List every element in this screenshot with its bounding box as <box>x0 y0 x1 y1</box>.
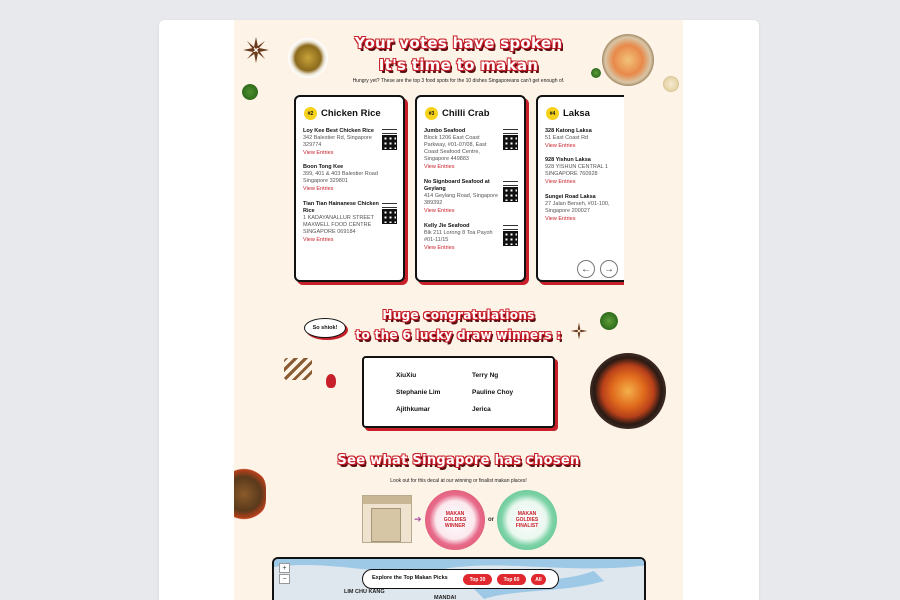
stall-address: Blk 211 Lorong 8 Toa Payoh #01-11/15 <box>424 230 493 243</box>
speech-bubble-text: So shiok! <box>312 325 338 331</box>
list-item <box>303 128 381 157</box>
carousel-prev-button[interactable]: ← <box>577 260 595 278</box>
browser-frame <box>159 20 759 600</box>
winner-name: Ajithkumar <box>396 406 430 413</box>
view-entries-link[interactable]: View Entries <box>303 150 334 156</box>
stall-address: 399, 401 & 403 Balestier Road Singapore 329801 <box>303 171 378 184</box>
makan-map[interactable] <box>272 557 646 600</box>
zoom-out-button[interactable]: − <box>279 574 290 584</box>
view-entries-link[interactable]: View Entries <box>303 186 334 192</box>
qr-code[interactable] <box>503 129 518 151</box>
stall-name: No Signboard Seafood at Geylang <box>424 179 490 192</box>
chilli-crab-bowl-image <box>590 353 666 429</box>
curry-pot-image <box>234 468 266 520</box>
winner-name: Stephanie Lim <box>396 389 441 396</box>
view-entries-link[interactable]: View Entries <box>545 216 576 222</box>
hero-title-line2: It's time to makan <box>378 56 539 74</box>
zoom-in-button[interactable]: + <box>279 563 290 573</box>
view-entries-link[interactable]: View Entries <box>303 237 334 243</box>
stall-name: Loy Kee Best Chicken Rice <box>303 128 374 134</box>
view-entries-link[interactable]: View Entries <box>424 208 455 214</box>
qr-code[interactable] <box>382 129 397 151</box>
cinnamon-icon <box>284 358 312 380</box>
dish-title: Chilli Crab <box>442 108 490 119</box>
stall-name: Tian Tian Hainanese Chicken Rice <box>303 201 379 214</box>
qr-code[interactable] <box>503 181 518 203</box>
coriander-icon <box>242 84 258 100</box>
stall-address: 928 YISHUN CENTRAL 1 SINGAPORE 760928 <box>545 164 608 177</box>
view-entries-link[interactable]: View Entries <box>545 143 576 149</box>
congrats-title-line2: to the 6 lucky draw winners : <box>355 328 562 342</box>
winner-name: Pauline Choy <box>472 389 514 396</box>
list-item <box>303 164 381 193</box>
list-item <box>545 128 624 150</box>
rank-badge: #2 <box>304 107 317 120</box>
arrow-right-icon: ➔ <box>414 514 422 524</box>
dish-card <box>294 95 405 282</box>
list-item <box>424 179 502 215</box>
winner-name: XiuXiu <box>396 372 417 379</box>
view-entries-link[interactable]: View Entries <box>424 164 455 170</box>
dish-card <box>415 95 526 282</box>
qr-code[interactable] <box>382 203 397 225</box>
map-place-label: LIM CHU KANG <box>344 589 385 595</box>
stall-address: Block 1206 East Coast Parkway, #01-07/08, East Coast Seafood Centre, Singapore 449883 <box>424 135 487 162</box>
stall-address: 27 Jalan Berseh, #01-100, Singapore 200027 <box>545 201 610 214</box>
stall-name: Jumbo Seafood <box>424 128 466 134</box>
stall-address: 1 KADAYANALLUR STREET MAXWELL FOOD CENTRE SINGAPORE 069184 <box>303 215 374 235</box>
stall-name: Boon Tong Kee <box>303 164 344 170</box>
stall-name: Sungei Road Laksa <box>545 194 596 200</box>
winner-decal-badge <box>425 490 485 550</box>
rank-badge: #4 <box>546 107 559 120</box>
decal-section-title: See what Singapore has chosen <box>337 453 580 468</box>
winners-box <box>362 356 555 428</box>
or-text: or <box>488 517 494 523</box>
qr-code[interactable] <box>503 225 518 247</box>
list-item <box>303 201 381 244</box>
speech-bubble <box>304 318 346 338</box>
top-picks-carousel <box>294 95 624 285</box>
winner-badge-text: MAKAN GOLDIES WINNER <box>443 511 467 529</box>
winner-name: Terry Ng <box>472 372 499 379</box>
view-entries-link[interactable]: View Entries <box>545 179 576 185</box>
chilli-icon <box>326 374 336 388</box>
stall-name: Kelly Jie Seafood <box>424 223 470 229</box>
dish-title: Chicken Rice <box>321 108 381 119</box>
finalist-decal-badge <box>497 490 557 550</box>
congrats-title-line1: Huge congratulations <box>382 308 535 322</box>
winner-name: Jerica <box>472 406 491 413</box>
carousel-next-button[interactable]: → <box>600 260 618 278</box>
top-60-filter-button[interactable]: Top 60 <box>497 574 526 585</box>
hero-title-line1: Your votes have spoken <box>354 34 563 52</box>
rank-badge: #3 <box>425 107 438 120</box>
dish-card <box>536 95 624 282</box>
top-30-filter-button[interactable]: Top 30 <box>463 574 492 585</box>
map-place-label: MANDAI <box>434 595 456 600</box>
list-item <box>545 194 624 223</box>
list-item <box>424 223 502 252</box>
stall-address: 342 Balestier Rd, Singapore 329774 <box>303 135 372 148</box>
finalist-badge-text: MAKAN GOLDIES FINALIST <box>515 511 539 529</box>
view-entries-link[interactable]: View Entries <box>424 245 455 251</box>
hero-subtitle: Hungry yet? These are the top 3 food spots for the 10 dishes Singaporeans can't get enough of. <box>352 78 565 84</box>
dish-title: Laksa <box>563 108 590 119</box>
storefront-illustration <box>362 495 412 543</box>
makan-goldies-page <box>234 20 683 600</box>
stall-name: 328 Katong Laksa <box>545 128 592 134</box>
qr-caption <box>382 129 397 134</box>
star-anise-icon <box>570 322 588 340</box>
map-prompt: Explore the Top Makan Picks <box>372 575 448 581</box>
stall-address: 414 Geylang Road, Singapore 389392 <box>424 193 498 206</box>
map-filter-bar <box>362 569 559 589</box>
coriander-icon <box>600 312 618 330</box>
stall-name: 928 Yishun Laksa <box>545 157 591 163</box>
stall-address: 51 East Coast Rd <box>545 135 589 141</box>
list-item <box>545 157 624 186</box>
all-filter-button[interactable]: All <box>531 574 546 585</box>
list-item <box>424 128 502 171</box>
decal-subtitle: Look out for this decal at our winning or finalist makan places! <box>390 478 527 484</box>
